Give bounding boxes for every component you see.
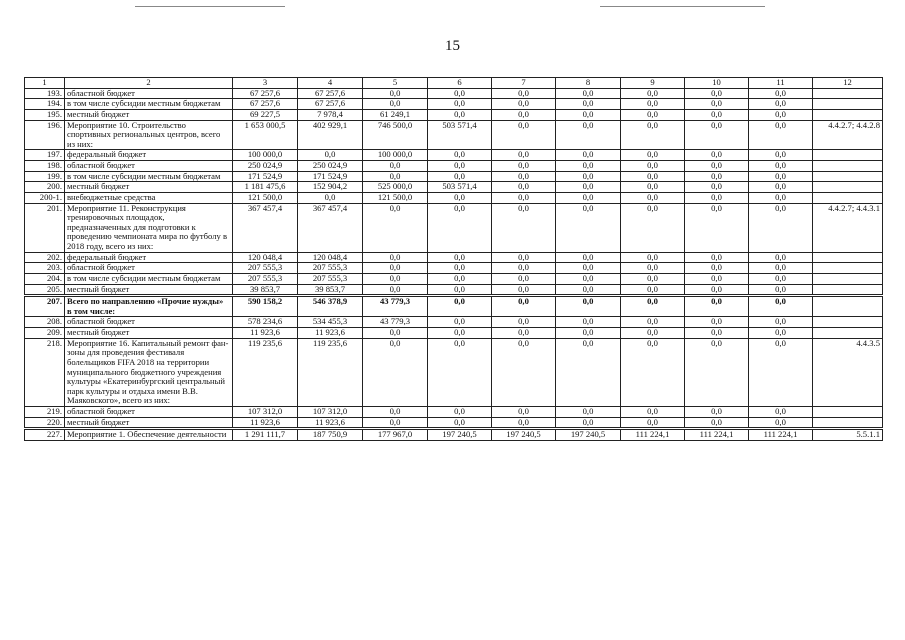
value-cell: 0,0 bbox=[428, 161, 492, 172]
row-number-cell: 200-1. bbox=[25, 192, 65, 203]
value-cell: 67 257,6 bbox=[298, 88, 363, 99]
value-cell: 0,0 bbox=[685, 338, 749, 406]
table-row bbox=[25, 120, 883, 150]
row-number-cell: 193. bbox=[25, 88, 65, 99]
row-name-cell: Мероприятие 16. Капитальный ремонт фан-зоны для проведения фестиваля болельщиков FIFA 2018 на территории муниципального бюджетного учреждения культуры «Екатеринбургский центральный парк культуры и отдыха имени В.В. Маяковского», всего из них: bbox=[65, 338, 233, 406]
value-cell: 69 227,5 bbox=[233, 109, 298, 120]
value-cell: 0,0 bbox=[685, 109, 749, 120]
table-row bbox=[25, 317, 883, 328]
value-cell: 0,0 bbox=[428, 417, 492, 429]
value-cell: 0,0 bbox=[685, 120, 749, 150]
reference-cell bbox=[813, 150, 883, 161]
value-cell: 525 000,0 bbox=[363, 182, 428, 193]
value-cell: 367 457,4 bbox=[298, 203, 363, 252]
value-cell: 11 923,6 bbox=[298, 417, 363, 429]
value-cell: 0,0 bbox=[363, 161, 428, 172]
reference-cell bbox=[813, 407, 883, 418]
reference-cell bbox=[813, 161, 883, 172]
value-cell: 0,0 bbox=[298, 150, 363, 161]
reference-cell: 4.4.3.5 bbox=[813, 338, 883, 406]
row-number-cell: 218. bbox=[25, 338, 65, 406]
value-cell: 100 000,0 bbox=[363, 150, 428, 161]
header-cell: 11 bbox=[749, 78, 813, 89]
value-cell: 0,0 bbox=[621, 417, 685, 429]
value-cell: 207 555,3 bbox=[233, 263, 298, 274]
value-cell: 0,0 bbox=[621, 171, 685, 182]
value-cell: 0,0 bbox=[685, 417, 749, 429]
value-cell: 0,0 bbox=[621, 161, 685, 172]
value-cell: 546 378,9 bbox=[298, 296, 363, 317]
value-cell: 0,0 bbox=[621, 203, 685, 252]
value-cell: 11 923,6 bbox=[233, 328, 298, 339]
value-cell: 0,0 bbox=[621, 328, 685, 339]
value-cell: 43 779,3 bbox=[363, 317, 428, 328]
value-cell: 111 224,1 bbox=[749, 429, 813, 441]
row-number-cell: 204. bbox=[25, 273, 65, 284]
value-cell: 177 967,0 bbox=[363, 429, 428, 441]
table-header-row bbox=[25, 78, 883, 89]
value-cell: 0,0 bbox=[428, 407, 492, 418]
row-number-cell: 205. bbox=[25, 284, 65, 296]
value-cell: 0,0 bbox=[492, 88, 556, 99]
row-name-cell: внебюджетные средства bbox=[65, 192, 233, 203]
value-cell: 39 853,7 bbox=[298, 284, 363, 296]
table-row bbox=[25, 161, 883, 172]
value-cell: 0,0 bbox=[556, 109, 621, 120]
value-cell: 119 235,6 bbox=[298, 338, 363, 406]
value-cell: 0,0 bbox=[492, 192, 556, 203]
row-number-cell: 196. bbox=[25, 120, 65, 150]
value-cell: 0,0 bbox=[428, 296, 492, 317]
value-cell: 0,0 bbox=[363, 338, 428, 406]
value-cell: 0,0 bbox=[298, 192, 363, 203]
value-cell: 0,0 bbox=[749, 120, 813, 150]
reference-cell bbox=[813, 263, 883, 274]
value-cell: 0,0 bbox=[492, 171, 556, 182]
value-cell: 0,0 bbox=[749, 150, 813, 161]
value-cell: 0,0 bbox=[556, 161, 621, 172]
value-cell: 0,0 bbox=[363, 252, 428, 263]
value-cell: 0,0 bbox=[363, 417, 428, 429]
header-cell: 6 bbox=[428, 78, 492, 89]
row-name-cell: в том числе субсидии местным бюджетам bbox=[65, 99, 233, 110]
value-cell: 0,0 bbox=[749, 263, 813, 274]
row-number-cell: 227. bbox=[25, 429, 65, 441]
value-cell: 1 291 111,7 bbox=[233, 429, 298, 441]
value-cell: 0,0 bbox=[492, 203, 556, 252]
row-number-cell: 194. bbox=[25, 99, 65, 110]
row-number-cell: 202. bbox=[25, 252, 65, 263]
reference-cell: 5.5.1.1 bbox=[813, 429, 883, 441]
value-cell: 100 000,0 bbox=[233, 150, 298, 161]
value-cell: 0,0 bbox=[621, 284, 685, 296]
table-row bbox=[25, 273, 883, 284]
header-cell: 8 bbox=[556, 78, 621, 89]
value-cell: 111 224,1 bbox=[621, 429, 685, 441]
row-name-cell: Мероприятие 1. Обеспечение деятельности bbox=[65, 429, 233, 441]
reference-cell bbox=[813, 284, 883, 296]
row-number-cell: 198. bbox=[25, 161, 65, 172]
value-cell: 0,0 bbox=[556, 192, 621, 203]
top-rule-right bbox=[600, 6, 765, 7]
row-name-cell: областной бюджет bbox=[65, 407, 233, 418]
table-row bbox=[25, 328, 883, 339]
row-number-cell: 200. bbox=[25, 182, 65, 193]
value-cell: 0,0 bbox=[621, 120, 685, 150]
row-name-cell: областной бюджет bbox=[65, 317, 233, 328]
value-cell: 534 455,3 bbox=[298, 317, 363, 328]
value-cell: 119 235,6 bbox=[233, 338, 298, 406]
value-cell: 0,0 bbox=[556, 99, 621, 110]
value-cell: 0,0 bbox=[621, 252, 685, 263]
value-cell: 0,0 bbox=[621, 317, 685, 328]
row-name-cell: Мероприятие 10. Строительство спортивных региональных центров, всего из них: bbox=[65, 120, 233, 150]
value-cell: 0,0 bbox=[492, 407, 556, 418]
table-row bbox=[25, 182, 883, 193]
reference-cell bbox=[813, 109, 883, 120]
value-cell: 107 312,0 bbox=[298, 407, 363, 418]
value-cell: 0,0 bbox=[685, 273, 749, 284]
header-cell: 12 bbox=[813, 78, 883, 89]
value-cell: 503 571,4 bbox=[428, 182, 492, 193]
value-cell: 0,0 bbox=[492, 338, 556, 406]
header-cell: 7 bbox=[492, 78, 556, 89]
value-cell: 207 555,3 bbox=[298, 263, 363, 274]
row-name-cell: Всего по направлению «Прочие нужды» в том числе: bbox=[65, 296, 233, 317]
value-cell: 0,0 bbox=[685, 88, 749, 99]
value-cell: 0,0 bbox=[621, 263, 685, 274]
value-cell: 0,0 bbox=[492, 328, 556, 339]
row-name-cell: областной бюджет bbox=[65, 88, 233, 99]
table-row bbox=[25, 417, 883, 429]
row-name-cell: местный бюджет bbox=[65, 417, 233, 429]
value-cell: 0,0 bbox=[428, 252, 492, 263]
table-row bbox=[25, 284, 883, 296]
value-cell: 1 653 000,5 bbox=[233, 120, 298, 150]
value-cell: 0,0 bbox=[492, 161, 556, 172]
value-cell: 11 923,6 bbox=[233, 417, 298, 429]
value-cell: 0,0 bbox=[428, 171, 492, 182]
value-cell: 0,0 bbox=[428, 203, 492, 252]
value-cell: 0,0 bbox=[685, 171, 749, 182]
table-row bbox=[25, 99, 883, 110]
value-cell: 367 457,4 bbox=[233, 203, 298, 252]
value-cell: 0,0 bbox=[492, 99, 556, 110]
value-cell: 0,0 bbox=[685, 252, 749, 263]
header-cell: 1 bbox=[25, 78, 65, 89]
row-number-cell: 197. bbox=[25, 150, 65, 161]
value-cell: 0,0 bbox=[363, 407, 428, 418]
row-name-cell: местный бюджет bbox=[65, 182, 233, 193]
value-cell: 120 048,4 bbox=[233, 252, 298, 263]
value-cell: 0,0 bbox=[749, 171, 813, 182]
value-cell: 0,0 bbox=[363, 171, 428, 182]
value-cell: 0,0 bbox=[749, 296, 813, 317]
value-cell: 0,0 bbox=[556, 328, 621, 339]
value-cell: 107 312,0 bbox=[233, 407, 298, 418]
value-cell: 0,0 bbox=[621, 182, 685, 193]
value-cell: 67 257,6 bbox=[233, 99, 298, 110]
row-name-cell: в том числе субсидии местным бюджетам bbox=[65, 171, 233, 182]
reference-cell bbox=[813, 317, 883, 328]
value-cell: 0,0 bbox=[749, 273, 813, 284]
value-cell: 61 249,1 bbox=[363, 109, 428, 120]
value-cell: 121 500,0 bbox=[363, 192, 428, 203]
table-row bbox=[25, 252, 883, 263]
value-cell: 121 500,0 bbox=[233, 192, 298, 203]
value-cell: 0,0 bbox=[685, 263, 749, 274]
reference-cell bbox=[813, 328, 883, 339]
value-cell: 590 158,2 bbox=[233, 296, 298, 317]
table-row bbox=[25, 192, 883, 203]
header-cell: 4 bbox=[298, 78, 363, 89]
value-cell: 0,0 bbox=[556, 171, 621, 182]
reference-cell bbox=[813, 417, 883, 429]
value-cell: 250 024,9 bbox=[233, 161, 298, 172]
value-cell: 0,0 bbox=[685, 328, 749, 339]
value-cell: 0,0 bbox=[428, 284, 492, 296]
value-cell: 0,0 bbox=[492, 417, 556, 429]
value-cell: 0,0 bbox=[428, 338, 492, 406]
header-cell: 2 bbox=[65, 78, 233, 89]
value-cell: 197 240,5 bbox=[428, 429, 492, 441]
row-name-cell: местный бюджет bbox=[65, 109, 233, 120]
value-cell: 0,0 bbox=[685, 99, 749, 110]
row-number-cell: 203. bbox=[25, 263, 65, 274]
value-cell: 0,0 bbox=[749, 284, 813, 296]
value-cell: 0,0 bbox=[621, 192, 685, 203]
value-cell: 43 779,3 bbox=[363, 296, 428, 317]
row-number-cell: 199. bbox=[25, 171, 65, 182]
value-cell: 0,0 bbox=[363, 284, 428, 296]
value-cell: 67 257,6 bbox=[233, 88, 298, 99]
reference-cell bbox=[813, 171, 883, 182]
value-cell: 0,0 bbox=[621, 407, 685, 418]
value-cell: 0,0 bbox=[556, 296, 621, 317]
row-number-cell: 208. bbox=[25, 317, 65, 328]
value-cell: 0,0 bbox=[428, 150, 492, 161]
value-cell: 111 224,1 bbox=[685, 429, 749, 441]
value-cell: 0,0 bbox=[492, 252, 556, 263]
top-rule-left bbox=[135, 6, 285, 7]
row-name-cell: федеральный бюджет bbox=[65, 252, 233, 263]
value-cell: 0,0 bbox=[685, 203, 749, 252]
table-row bbox=[25, 88, 883, 99]
value-cell: 0,0 bbox=[621, 273, 685, 284]
value-cell: 171 524,9 bbox=[298, 171, 363, 182]
value-cell: 0,0 bbox=[363, 263, 428, 274]
value-cell: 0,0 bbox=[428, 328, 492, 339]
value-cell: 0,0 bbox=[492, 317, 556, 328]
reference-cell bbox=[813, 88, 883, 99]
value-cell: 0,0 bbox=[749, 109, 813, 120]
value-cell: 0,0 bbox=[428, 192, 492, 203]
value-cell: 187 750,9 bbox=[298, 429, 363, 441]
reference-cell: 4.4.2.7; 4.4.2.8 bbox=[813, 120, 883, 150]
value-cell: 0,0 bbox=[556, 252, 621, 263]
page-number: 15 bbox=[445, 38, 460, 54]
header-cell: 5 bbox=[363, 78, 428, 89]
header-cell: 3 bbox=[233, 78, 298, 89]
value-cell: 0,0 bbox=[749, 203, 813, 252]
value-cell: 0,0 bbox=[749, 417, 813, 429]
table-row bbox=[25, 109, 883, 120]
value-cell: 171 524,9 bbox=[233, 171, 298, 182]
value-cell: 0,0 bbox=[556, 182, 621, 193]
reference-cell bbox=[813, 192, 883, 203]
reference-cell bbox=[813, 252, 883, 263]
budget-table bbox=[24, 77, 883, 441]
value-cell: 503 571,4 bbox=[428, 120, 492, 150]
value-cell: 402 929,1 bbox=[298, 120, 363, 150]
value-cell: 0,0 bbox=[492, 150, 556, 161]
value-cell: 0,0 bbox=[749, 161, 813, 172]
row-name-cell: Мероприятие 11. Реконструкция тренировочных площадок, предназначенных для подготовки к проведению чемпионата мира по футболу в 2018 году, всего из них: bbox=[65, 203, 233, 252]
value-cell: 0,0 bbox=[428, 273, 492, 284]
value-cell: 0,0 bbox=[685, 317, 749, 328]
value-cell: 0,0 bbox=[363, 328, 428, 339]
value-cell: 0,0 bbox=[428, 99, 492, 110]
value-cell: 578 234,6 bbox=[233, 317, 298, 328]
value-cell: 0,0 bbox=[749, 182, 813, 193]
row-number-cell: 220. bbox=[25, 417, 65, 429]
value-cell: 0,0 bbox=[492, 120, 556, 150]
value-cell: 0,0 bbox=[363, 273, 428, 284]
value-cell: 197 240,5 bbox=[492, 429, 556, 441]
table-row bbox=[25, 150, 883, 161]
value-cell: 0,0 bbox=[749, 99, 813, 110]
header-cell: 9 bbox=[621, 78, 685, 89]
value-cell: 0,0 bbox=[621, 296, 685, 317]
value-cell: 0,0 bbox=[556, 417, 621, 429]
value-cell: 0,0 bbox=[556, 88, 621, 99]
row-name-cell: местный бюджет bbox=[65, 328, 233, 339]
value-cell: 0,0 bbox=[556, 284, 621, 296]
row-name-cell: областной бюджет bbox=[65, 161, 233, 172]
value-cell: 0,0 bbox=[556, 150, 621, 161]
row-name-cell: федеральный бюджет bbox=[65, 150, 233, 161]
value-cell: 207 555,3 bbox=[233, 273, 298, 284]
value-cell: 39 853,7 bbox=[233, 284, 298, 296]
value-cell: 0,0 bbox=[492, 284, 556, 296]
value-cell: 0,0 bbox=[492, 296, 556, 317]
value-cell: 0,0 bbox=[685, 192, 749, 203]
value-cell: 0,0 bbox=[556, 273, 621, 284]
value-cell: 0,0 bbox=[621, 338, 685, 406]
value-cell: 250 024,9 bbox=[298, 161, 363, 172]
value-cell: 0,0 bbox=[685, 161, 749, 172]
reference-cell bbox=[813, 182, 883, 193]
value-cell: 0,0 bbox=[556, 263, 621, 274]
value-cell: 1 181 475,6 bbox=[233, 182, 298, 193]
value-cell: 0,0 bbox=[428, 317, 492, 328]
table-row bbox=[25, 203, 883, 252]
value-cell: 0,0 bbox=[428, 109, 492, 120]
value-cell: 0,0 bbox=[556, 407, 621, 418]
value-cell: 207 555,3 bbox=[298, 273, 363, 284]
value-cell: 0,0 bbox=[556, 120, 621, 150]
row-name-cell: местный бюджет bbox=[65, 284, 233, 296]
row-name-cell: в том числе субсидии местным бюджетам bbox=[65, 273, 233, 284]
row-number-cell: 201. bbox=[25, 203, 65, 252]
value-cell: 0,0 bbox=[685, 182, 749, 193]
header-cell: 10 bbox=[685, 78, 749, 89]
value-cell: 0,0 bbox=[556, 317, 621, 328]
value-cell: 7 978,4 bbox=[298, 109, 363, 120]
value-cell: 0,0 bbox=[492, 182, 556, 193]
value-cell: 152 904,2 bbox=[298, 182, 363, 193]
value-cell: 0,0 bbox=[749, 407, 813, 418]
value-cell: 0,0 bbox=[428, 263, 492, 274]
value-cell: 0,0 bbox=[492, 109, 556, 120]
value-cell: 0,0 bbox=[685, 296, 749, 317]
table-row bbox=[25, 407, 883, 418]
value-cell: 0,0 bbox=[685, 150, 749, 161]
reference-cell: 4.4.2.7; 4.4.3.1 bbox=[813, 203, 883, 252]
reference-cell bbox=[813, 99, 883, 110]
value-cell: 0,0 bbox=[556, 338, 621, 406]
table-row bbox=[25, 171, 883, 182]
value-cell: 11 923,6 bbox=[298, 328, 363, 339]
value-cell: 197 240,5 bbox=[556, 429, 621, 441]
value-cell: 0,0 bbox=[749, 338, 813, 406]
value-cell: 0,0 bbox=[556, 203, 621, 252]
value-cell: 67 257,6 bbox=[298, 99, 363, 110]
value-cell: 746 500,0 bbox=[363, 120, 428, 150]
table-row bbox=[25, 429, 883, 441]
row-number-cell: 219. bbox=[25, 407, 65, 418]
value-cell: 0,0 bbox=[749, 192, 813, 203]
value-cell: 0,0 bbox=[685, 284, 749, 296]
reference-cell bbox=[813, 273, 883, 284]
value-cell: 0,0 bbox=[749, 88, 813, 99]
value-cell: 0,0 bbox=[492, 273, 556, 284]
value-cell: 0,0 bbox=[621, 99, 685, 110]
table-row bbox=[25, 296, 883, 317]
row-number-cell: 207. bbox=[25, 296, 65, 317]
value-cell: 120 048,4 bbox=[298, 252, 363, 263]
value-cell: 0,0 bbox=[621, 88, 685, 99]
table-row bbox=[25, 263, 883, 274]
value-cell: 0,0 bbox=[363, 88, 428, 99]
value-cell: 0,0 bbox=[749, 317, 813, 328]
value-cell: 0,0 bbox=[428, 88, 492, 99]
row-name-cell: областной бюджет bbox=[65, 263, 233, 274]
value-cell: 0,0 bbox=[749, 328, 813, 339]
value-cell: 0,0 bbox=[492, 263, 556, 274]
table-row bbox=[25, 338, 883, 406]
value-cell: 0,0 bbox=[685, 407, 749, 418]
value-cell: 0,0 bbox=[749, 252, 813, 263]
value-cell: 0,0 bbox=[363, 99, 428, 110]
row-number-cell: 209. bbox=[25, 328, 65, 339]
value-cell: 0,0 bbox=[363, 203, 428, 252]
value-cell: 0,0 bbox=[621, 150, 685, 161]
row-number-cell: 195. bbox=[25, 109, 65, 120]
reference-cell bbox=[813, 296, 883, 317]
value-cell: 0,0 bbox=[621, 109, 685, 120]
